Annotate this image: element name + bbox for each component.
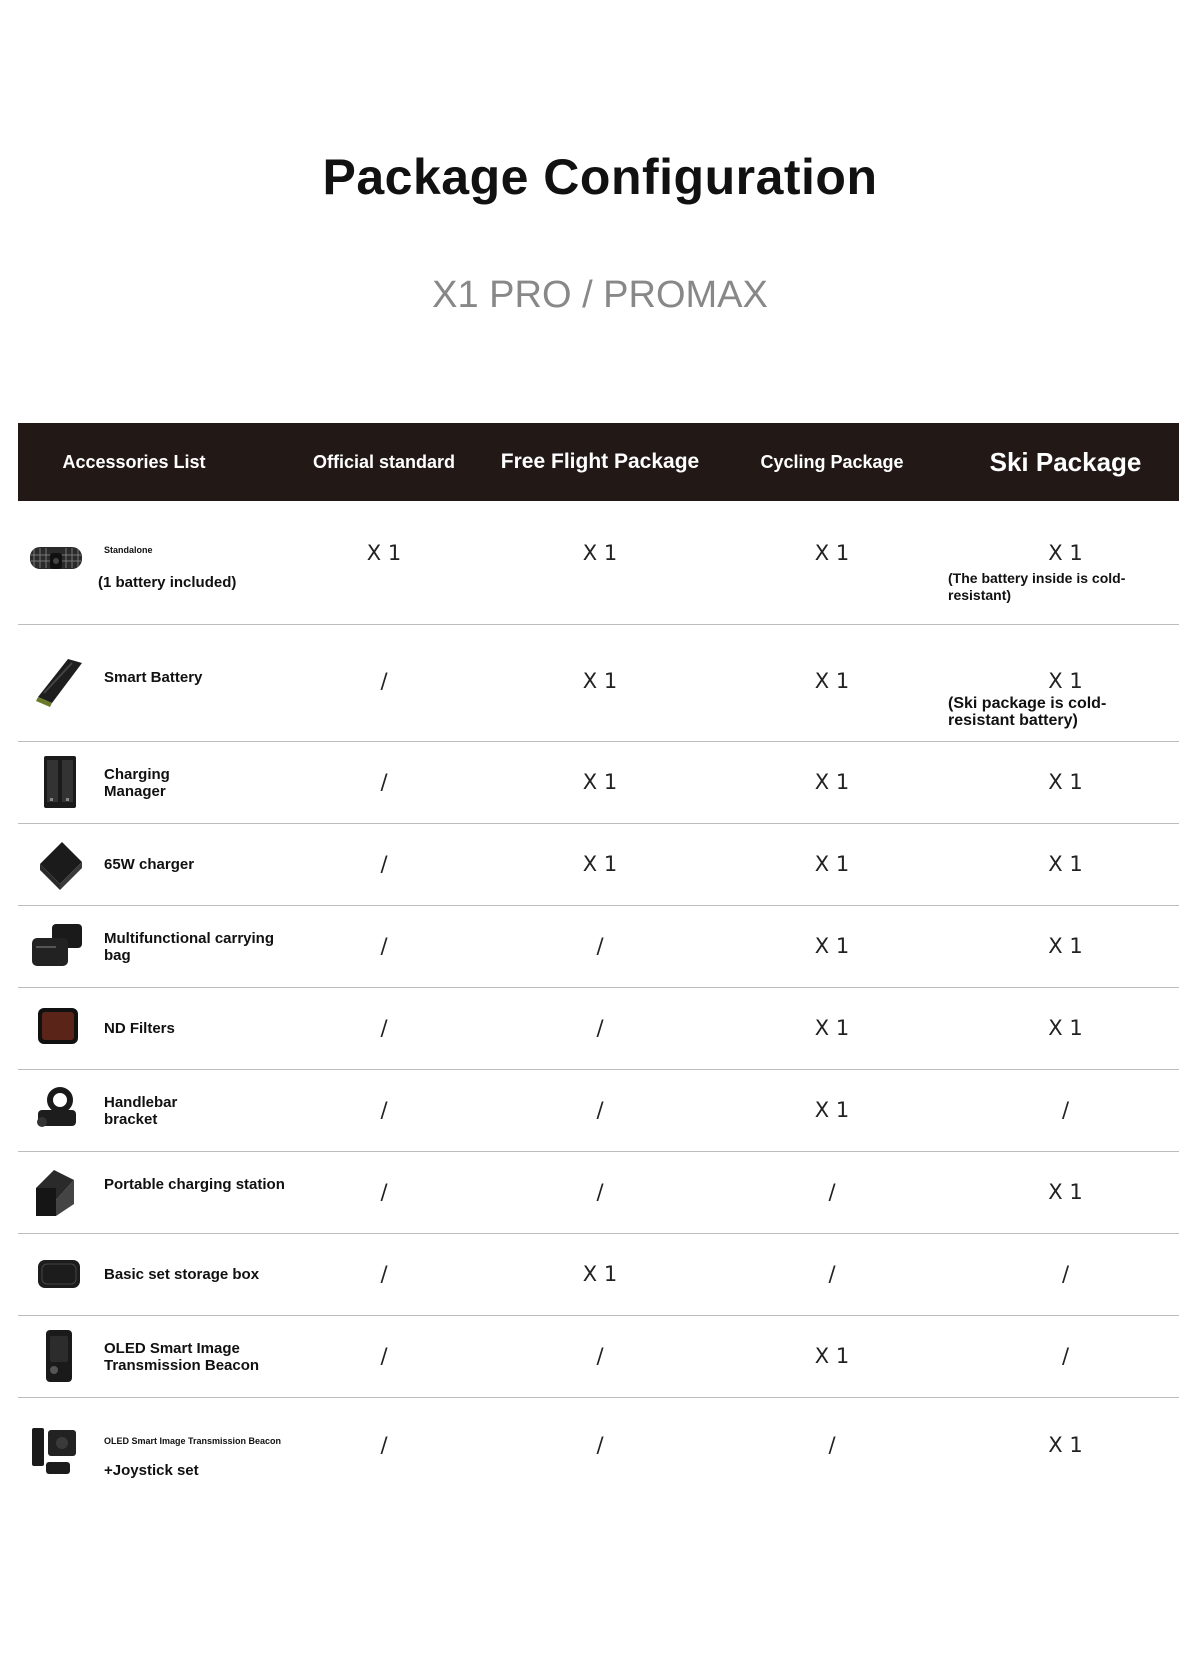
cell-ski: X 1 xyxy=(1048,852,1083,876)
cell-cycling: X 1 xyxy=(814,1016,850,1040)
handlebar-bracket-icon xyxy=(24,1082,88,1138)
table-row xyxy=(18,501,1179,625)
accessory-sublabel: +Joystick set xyxy=(104,1462,199,1479)
cell-official: / xyxy=(380,1262,388,1286)
cell-ski: X 1 xyxy=(1048,669,1083,693)
cell-official: / xyxy=(380,934,388,958)
header-ski: Ski Package xyxy=(989,447,1142,477)
cell-cycling: X 1 xyxy=(814,1098,850,1122)
cell-ski: X 1 xyxy=(1048,934,1083,958)
table-row xyxy=(18,742,1179,824)
cell-ski: / xyxy=(1061,1344,1070,1368)
cell-free-flight: / xyxy=(596,934,604,958)
cell-ski: X 1 xyxy=(1048,541,1083,565)
table-row xyxy=(18,1316,1179,1398)
header-free-flight: Free Flight Package xyxy=(500,450,700,473)
cell-cycling: / xyxy=(828,1433,836,1457)
cell-cycling: X 1 xyxy=(814,669,850,693)
cell-free-flight: X 1 xyxy=(582,852,618,876)
accessory-name: Charging Manager xyxy=(104,766,170,800)
cell-ski: / xyxy=(1061,1098,1070,1122)
header-accessories: Accessories List xyxy=(62,452,206,472)
table-row xyxy=(18,625,1179,742)
charger-icon xyxy=(24,836,88,892)
accessory-name: Basic set storage box xyxy=(104,1266,260,1283)
cell-free-flight: / xyxy=(596,1180,604,1204)
accessory-name: Portable charging station xyxy=(104,1176,285,1193)
accessory-name: Handlebar bracket xyxy=(104,1094,178,1128)
table-row xyxy=(18,906,1179,988)
table-row xyxy=(18,1152,1179,1234)
cell-cycling: X 1 xyxy=(814,934,850,958)
storage-box-icon xyxy=(24,1246,88,1302)
cell-official: / xyxy=(380,669,388,693)
table-header xyxy=(18,423,1179,501)
accessory-name: Smart Battery xyxy=(104,669,203,686)
accessory-name: Multifunctional carrying bag xyxy=(104,930,275,964)
cell-ski: X 1 xyxy=(1048,1433,1083,1457)
cell-cycling: / xyxy=(828,1180,836,1204)
header-cycling: Cycling Package xyxy=(760,452,904,472)
cell-cycling: X 1 xyxy=(814,770,850,794)
table-row xyxy=(18,1070,1179,1152)
accessory-name: 65W charger xyxy=(104,856,195,873)
accessory-name: OLED Smart Image Transmission Beacon xyxy=(104,1340,260,1374)
ski-note: (Ski package is cold-resistant battery) xyxy=(948,695,1107,729)
accessory-name: ND Filters xyxy=(104,1020,175,1037)
accessory-label: Standalone xyxy=(104,545,153,555)
cell-free-flight: X 1 xyxy=(582,1262,618,1286)
cell-ski: / xyxy=(1061,1262,1070,1286)
table-row xyxy=(18,988,1179,1070)
header-official: Official standard xyxy=(312,452,456,472)
table-row xyxy=(18,1234,1179,1316)
cell-free-flight: / xyxy=(596,1098,604,1122)
table-row xyxy=(18,1398,1179,1498)
battery-icon xyxy=(24,653,88,709)
carrying-bag-icon xyxy=(24,918,88,974)
cell-ski: X 1 xyxy=(1048,1016,1083,1040)
page-title: Package Configuration xyxy=(322,149,878,205)
cell-free-flight: X 1 xyxy=(582,541,618,565)
cell-free-flight: / xyxy=(596,1433,604,1457)
charging-station-icon xyxy=(24,1164,88,1220)
cell-cycling: / xyxy=(828,1262,836,1286)
cell-official: / xyxy=(380,1344,388,1368)
cell-official: / xyxy=(380,1016,388,1040)
nd-filter-icon xyxy=(24,1000,88,1056)
cell-free-flight: X 1 xyxy=(582,770,618,794)
cell-ski: X 1 xyxy=(1048,770,1083,794)
accessory-label: OLED Smart Image Transmission Beacon xyxy=(104,1436,282,1446)
cell-official: / xyxy=(380,770,388,794)
cell-ski: X 1 xyxy=(1048,1180,1083,1204)
charging-manager-icon xyxy=(24,754,88,810)
cell-cycling: X 1 xyxy=(814,1344,850,1368)
cell-free-flight: X 1 xyxy=(582,669,618,693)
ski-note: (The battery inside is cold-resistant) xyxy=(948,570,1126,603)
cell-cycling: X 1 xyxy=(814,541,850,565)
accessory-sublabel: (1 battery included) xyxy=(98,574,237,591)
beacon-icon xyxy=(24,1328,88,1384)
cell-official: / xyxy=(380,852,388,876)
cell-free-flight: / xyxy=(596,1016,604,1040)
page-subtitle: X1 PRO / PROMAX xyxy=(432,274,768,316)
cell-cycling: X 1 xyxy=(814,852,850,876)
cell-official: X 1 xyxy=(366,541,402,565)
drone-icon xyxy=(24,531,88,587)
cell-official: / xyxy=(380,1433,388,1457)
beacon-joystick-icon xyxy=(24,1424,88,1480)
cell-official: / xyxy=(380,1180,388,1204)
package-table xyxy=(18,423,1179,1498)
table-row xyxy=(18,824,1179,906)
cell-free-flight: / xyxy=(596,1344,604,1368)
cell-official: / xyxy=(380,1098,388,1122)
